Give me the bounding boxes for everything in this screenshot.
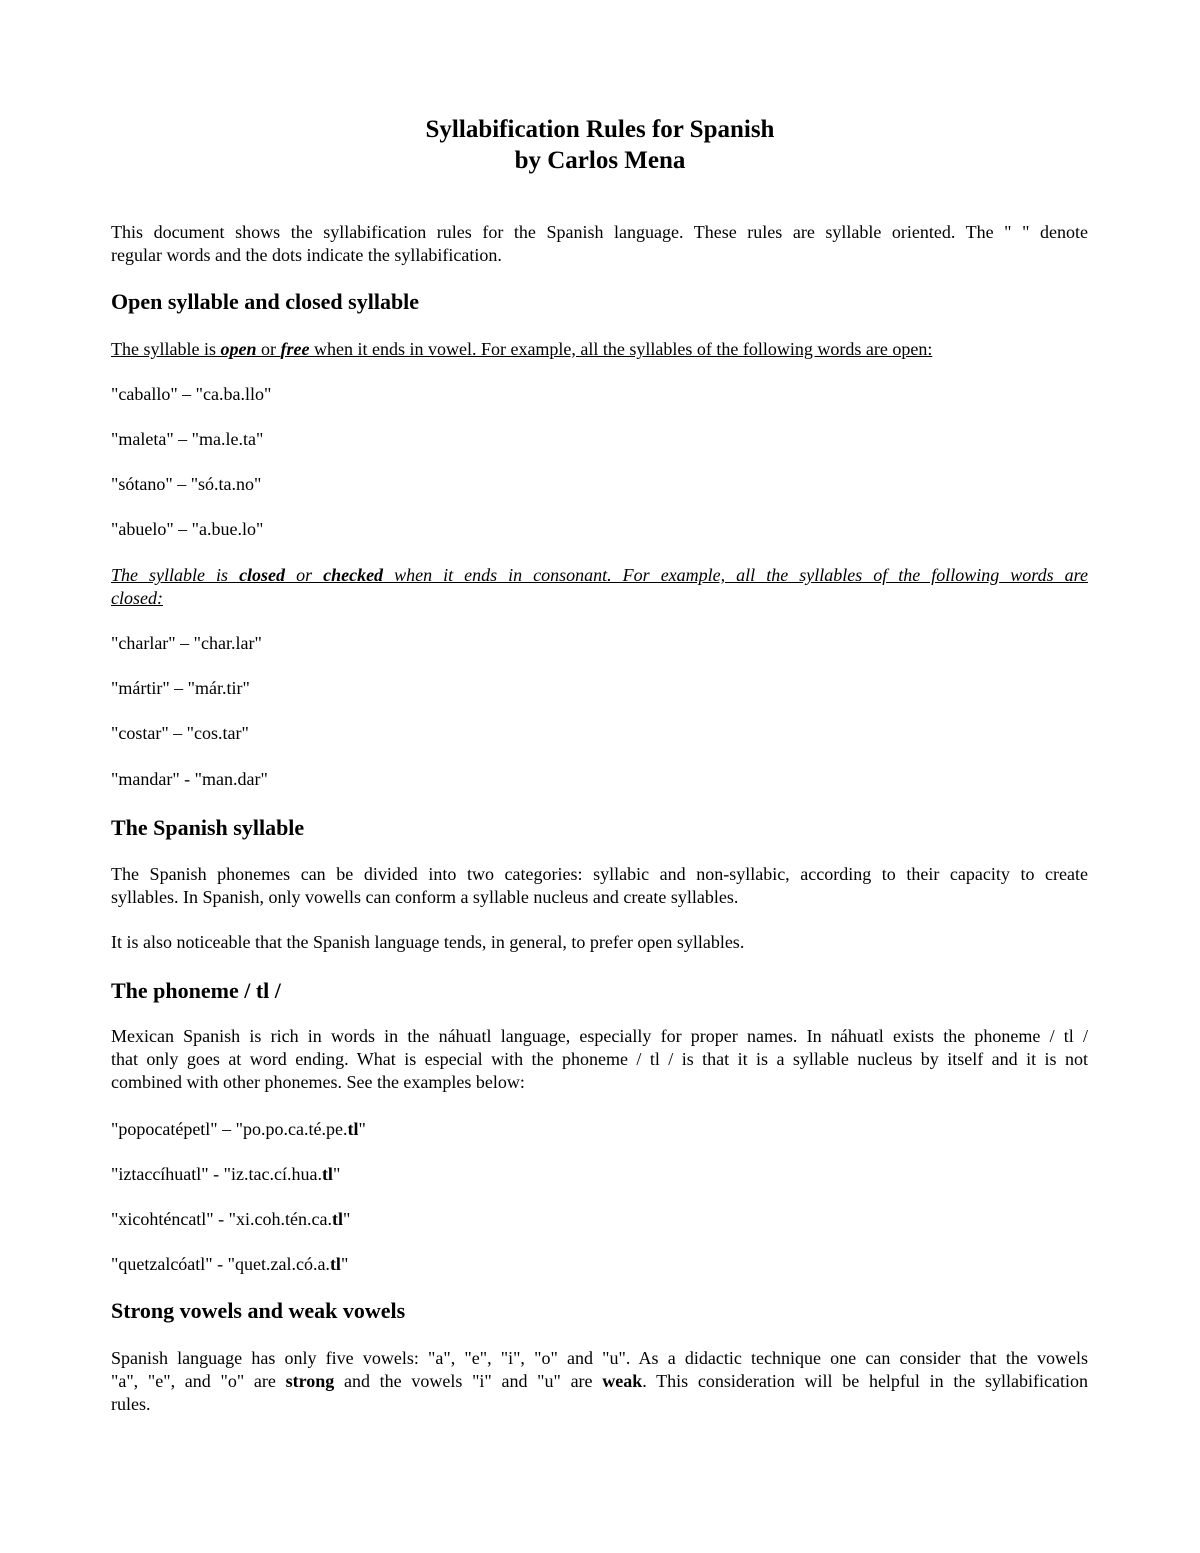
- rule-text: or: [285, 565, 324, 585]
- tl-example-line: [111, 1208, 1088, 1231]
- section-heading-open-closed: Open syllable and closed syllable: [111, 289, 420, 314]
- rule-text: when it ends in consonant. For example, all the syllables of the following words are: [383, 565, 1088, 585]
- rule-term: open: [220, 339, 257, 359]
- example-line: "costar" – "cos.tar": [111, 723, 249, 743]
- rule-text: The syllable is: [111, 339, 221, 359]
- intro-line: regular words and the dots indicate the syllabification.: [111, 245, 502, 265]
- example-line: "mandar" - "man.dar": [111, 769, 268, 789]
- closed-rule-line: [111, 564, 1088, 587]
- rule-term: free: [280, 339, 310, 359]
- syllable-paragraph-2: It is also noticeable that the Spanish language tends, in general, to prefer open syllables.: [111, 932, 745, 952]
- example-line: "caballo" – "ca.ba.llo": [111, 384, 272, 404]
- document-title: [0, 114, 1200, 176]
- example-text: "popocatépetl" – "po.po.ca.té.pe.: [111, 1119, 348, 1139]
- title-line: Syllabification Rules for Spanish: [425, 116, 775, 143]
- paragraph-line: [111, 1370, 1088, 1393]
- tl-example-line: [111, 1163, 1088, 1186]
- example-line: "charlar" – "char.lar": [111, 633, 262, 653]
- closed-rule-text: [111, 564, 1088, 610]
- rule-text: The syllable is: [111, 565, 240, 585]
- intro-paragraph: [111, 221, 1088, 267]
- open-rule-text: [111, 338, 1088, 361]
- paragraph-line: The Spanish phonemes can be divided into two categories: syllabic and non-syllabic, according to their capacity to create: [111, 864, 1088, 884]
- paragraph-line: syllables. In Spanish, only vowells can conform a syllable nucleus and create syllables.: [111, 887, 739, 907]
- example-text: "quetzalcóatl" - "quet.zal.có.a.: [111, 1254, 330, 1274]
- example-line: "abuelo" – "a.bue.lo": [111, 519, 264, 539]
- vowel-term: strong: [285, 1371, 335, 1391]
- closed-rule-line: closed:: [111, 588, 163, 608]
- example-text: "xicohténcatl" - "xi.coh.tén.ca.: [111, 1209, 332, 1229]
- paragraph-line: Mexican Spanish is rich in words in the náhuatl language, especially for proper names. In náhuatl exists the phoneme / tl /: [111, 1026, 1088, 1046]
- vowel-text: . This consideration will be helpful in the syllabification: [642, 1371, 1089, 1391]
- example-bold: tl: [331, 1209, 343, 1229]
- example-line: "maleta" – "ma.le.ta": [111, 429, 264, 449]
- vowel-term: weak: [602, 1371, 643, 1391]
- example-text: ": [332, 1164, 341, 1184]
- example-bold: tl: [329, 1254, 341, 1274]
- section-heading-spanish-syllable: The Spanish syllable: [111, 815, 305, 840]
- vowel-text: "a", "e", and "o" are: [111, 1371, 286, 1391]
- intro-line: This document shows the syllabification rules for the Spanish language. These rules are syllable oriented. The " " denote: [111, 222, 1088, 242]
- author-line: by Carlos Mena: [514, 147, 686, 174]
- paragraph-line: that only goes at word ending. What is especial with the phoneme / tl / is that it is a syllable nucleus by itself and it is not: [111, 1049, 1088, 1069]
- example-text: ": [342, 1209, 351, 1229]
- example-text: ": [358, 1119, 366, 1139]
- example-text: "iztaccíhuatl" - "iz.tac.cí.hua.: [111, 1164, 322, 1184]
- vowels-paragraph: [111, 1347, 1088, 1416]
- section-heading-phoneme-tl: The phoneme / tl /: [111, 978, 281, 1003]
- tl-example-line: [111, 1118, 1088, 1141]
- paragraph-line: Spanish language has only five vowels: "a", "e", "i", "o" and "u". As a didactic technique one can consider that the vowels: [111, 1348, 1088, 1368]
- rule-term: closed: [239, 565, 286, 585]
- example-bold: tl: [347, 1119, 359, 1139]
- tl-example-line: [111, 1253, 1088, 1276]
- example-text: ": [340, 1254, 349, 1274]
- rule-text: when it ends in vowel. For example, all the syllables of the following words are open:: [309, 339, 933, 359]
- section-heading-vowels: Strong vowels and weak vowels: [111, 1298, 406, 1323]
- vowel-text: and the vowels "i" and "u" are: [334, 1371, 603, 1391]
- example-line: "sótano" – "só.ta.no": [111, 474, 262, 494]
- tl-paragraph: [111, 1025, 1088, 1094]
- rule-term: checked: [323, 565, 384, 585]
- paragraph-line: combined with other phonemes. See the examples below:: [111, 1072, 525, 1092]
- example-bold: tl: [321, 1164, 333, 1184]
- example-line: "mártir" – "már.tir": [111, 678, 250, 698]
- syllable-paragraph: [111, 863, 1088, 909]
- paragraph-line: rules.: [111, 1394, 151, 1414]
- rule-text: or: [256, 339, 281, 359]
